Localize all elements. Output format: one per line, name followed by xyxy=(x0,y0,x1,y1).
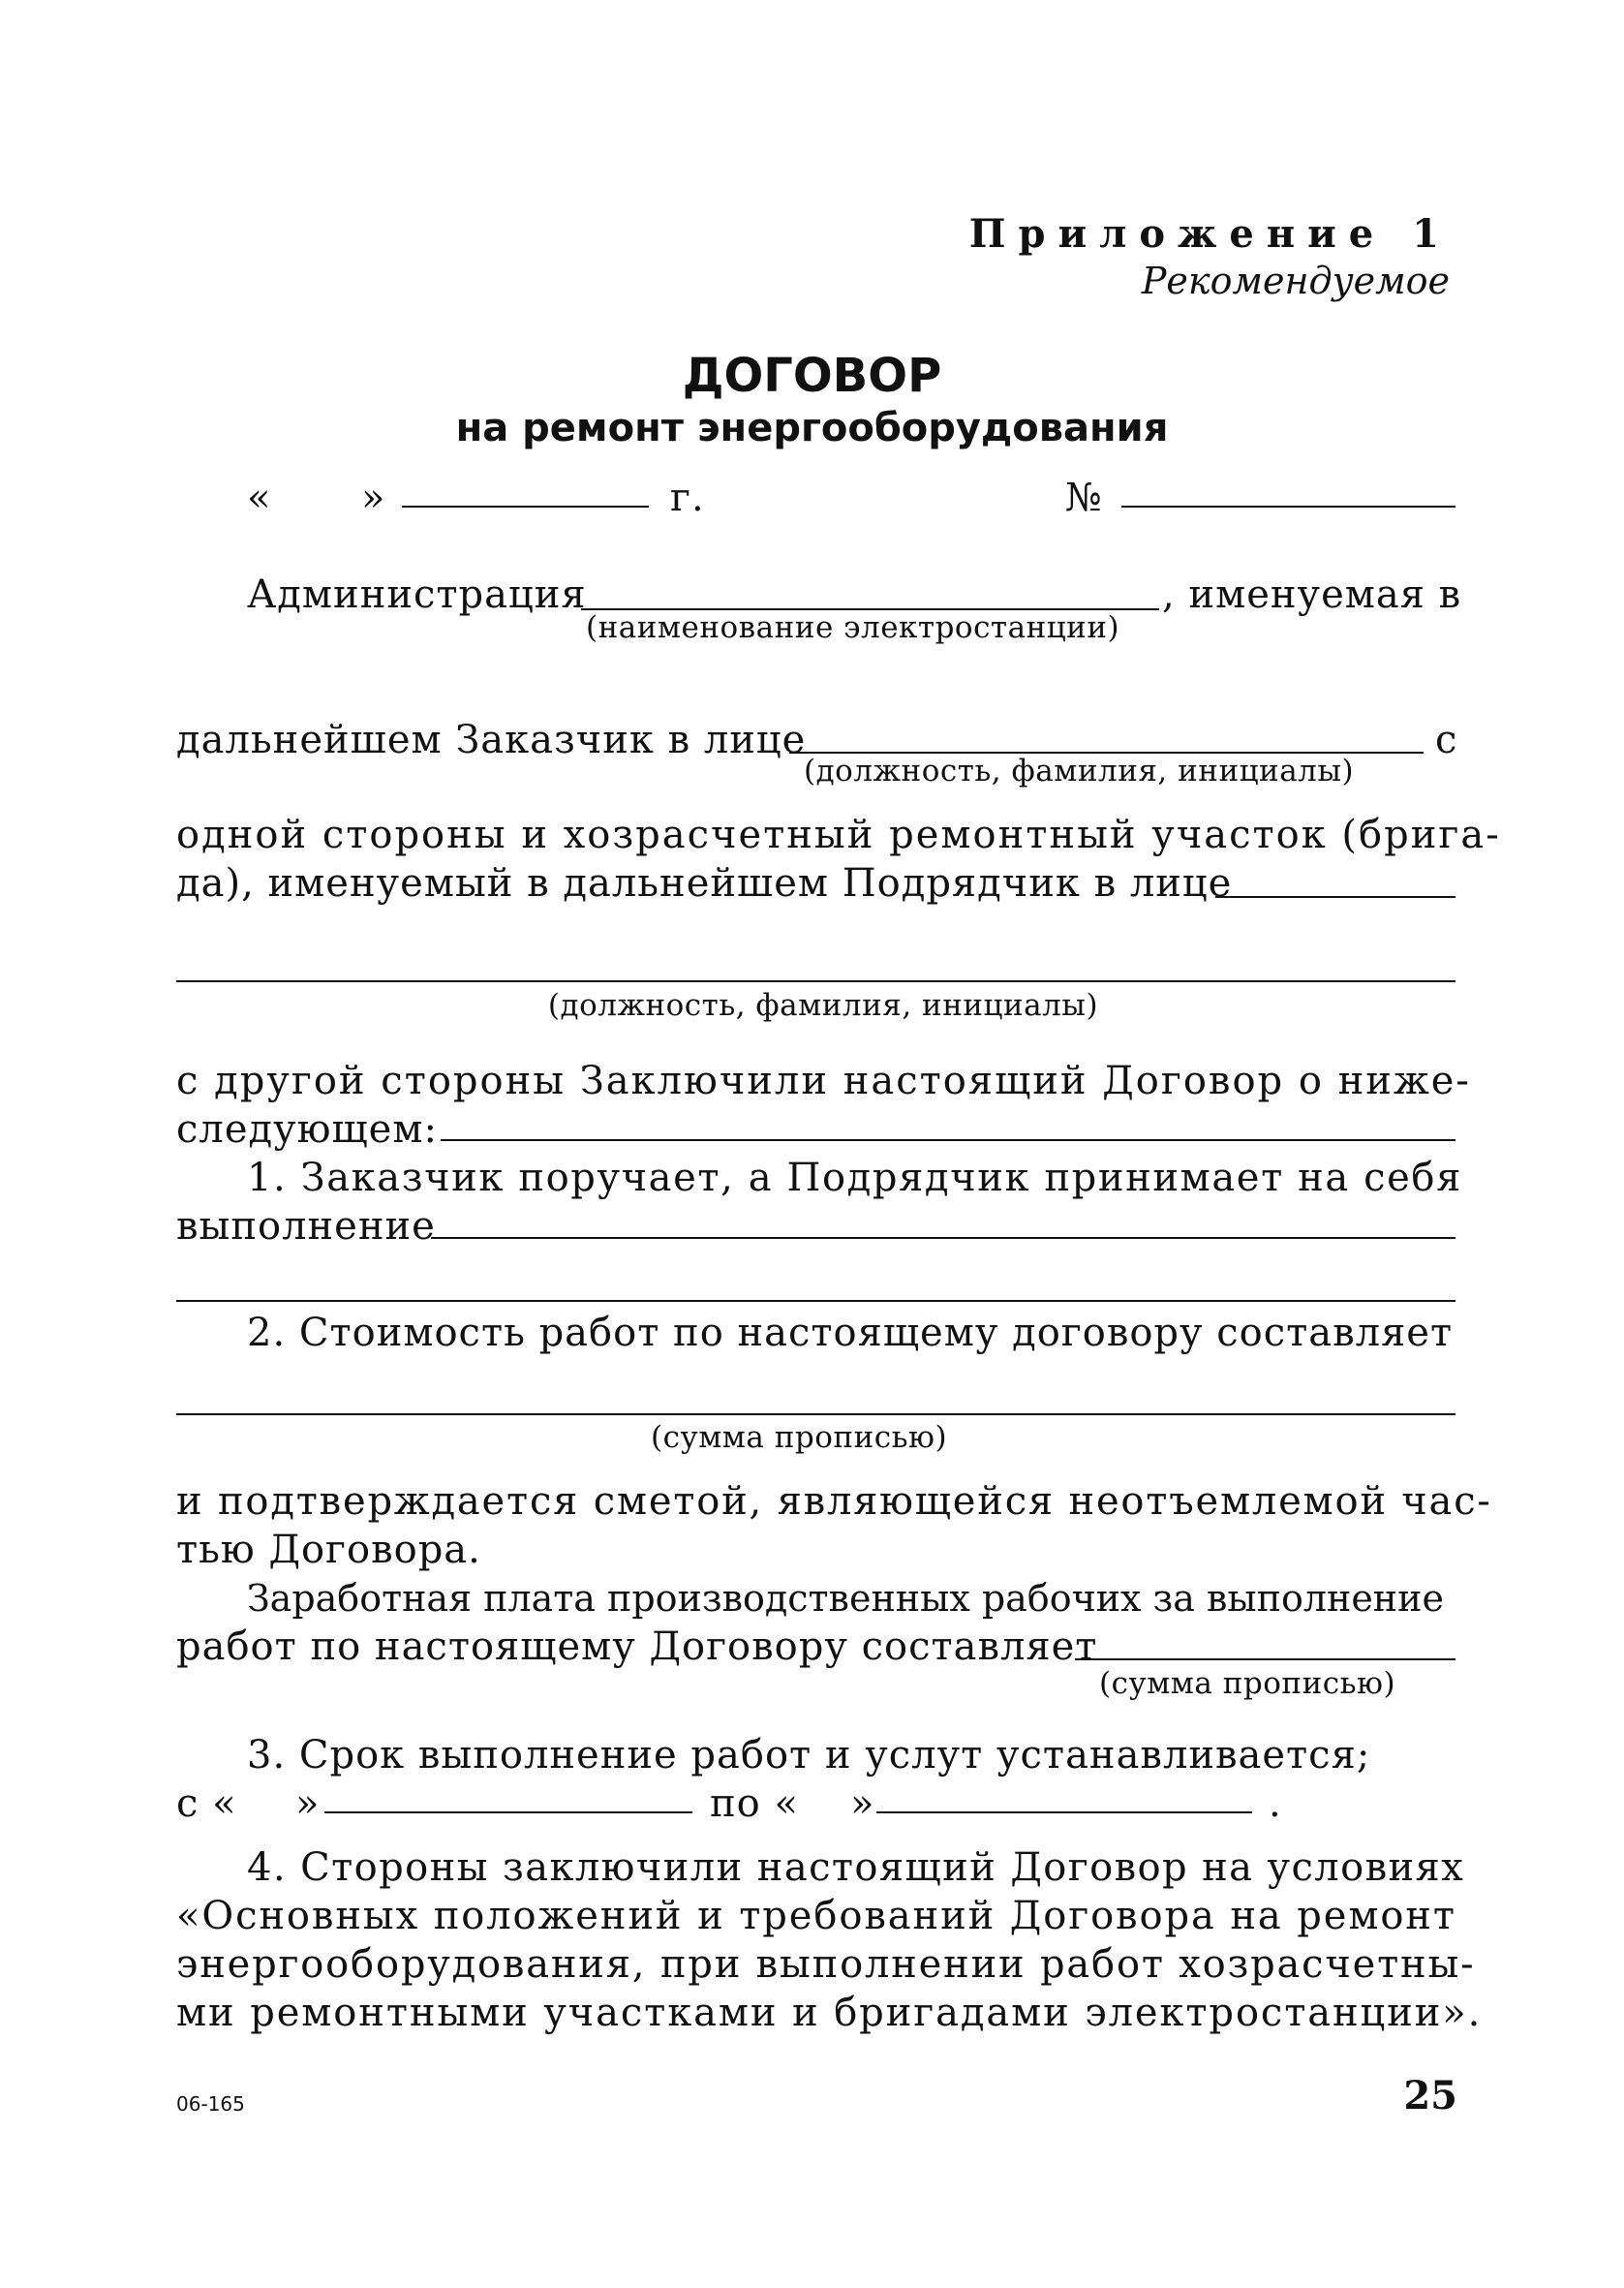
year-suffix: г. xyxy=(670,476,705,520)
administration-label: Администрация xyxy=(247,572,587,617)
date-open-quote: « xyxy=(247,476,272,520)
wage-line2: работ по настоящему Договору составляет xyxy=(176,1624,1098,1669)
appendix-status: Рекомендуемое xyxy=(1141,260,1450,302)
item2-line1: 2. Стоимость работ по настоящему договору составляет xyxy=(247,1311,1454,1355)
other-side-line1: с другой стороны Заключили настоящий Договор о ниже- xyxy=(176,1059,1471,1103)
appendix-label: Приложение 1 xyxy=(968,211,1452,257)
confirm-line2: тью Договора. xyxy=(176,1528,481,1572)
document-subtitle: на ремонт энергооборудования xyxy=(455,406,1169,450)
sum-caption-1: (сумма прописью) xyxy=(651,1420,948,1455)
item4-line4: ми ремонтными участками и бригадами электростанции». xyxy=(176,1991,1483,2035)
wage-line1: Заработная плата производственных рабочих за выполнение xyxy=(247,1577,1444,1620)
named-as-text: , именуемая в xyxy=(1162,572,1462,617)
position-caption-1: (должность, фамилия, инициалы) xyxy=(804,754,1355,788)
term-start-blank[interactable] xyxy=(324,1811,692,1813)
term-to: по « xyxy=(710,1781,799,1826)
other-side-line2: следующем: xyxy=(176,1107,438,1152)
work-scope-blank-1[interactable] xyxy=(431,1237,1455,1239)
page-number: 25 xyxy=(1403,2073,1457,2118)
confirm-line1: и подтверждается сметой, являющейся неотъемлемой час- xyxy=(176,1479,1492,1524)
cost-blank[interactable] xyxy=(176,1413,1455,1415)
footer-code: 06-165 xyxy=(176,2092,245,2116)
contractor-para-line1: одной стороны и хозрасчетный ремонтный участок (брига- xyxy=(176,813,1501,857)
customer-line: дальнейшем Заказчик в лице xyxy=(176,718,807,762)
date-blank[interactable] xyxy=(402,506,649,508)
with-word: с xyxy=(1435,718,1458,762)
following-blank[interactable] xyxy=(441,1139,1455,1141)
number-blank[interactable] xyxy=(1121,506,1455,508)
position-caption-2: (должность, фамилия, инициалы) xyxy=(547,988,1099,1023)
term-close-2: » xyxy=(850,1781,875,1826)
sum-caption-2: (сумма прописью) xyxy=(1099,1666,1396,1701)
wage-blank[interactable] xyxy=(1075,1658,1455,1660)
term-end-dot: . xyxy=(1269,1781,1282,1826)
number-label: № xyxy=(1065,476,1103,520)
term-close-1: » xyxy=(295,1781,321,1826)
item4-line1: 4. Стороны заключили настоящий Договор на условиях xyxy=(247,1845,1465,1890)
term-end-blank[interactable] xyxy=(876,1811,1252,1813)
contractor-person-blank-2[interactable] xyxy=(176,980,1455,982)
item3-line1: 3. Срок выполнение работ и услут устанавливается; xyxy=(247,1733,1371,1778)
work-scope-blank-2[interactable] xyxy=(176,1300,1455,1302)
station-caption: (наименование электростанции) xyxy=(586,610,1120,645)
item4-line2: «Основных положений и требований Договора на ремонт xyxy=(176,1894,1456,1938)
contractor-para-line2: да), именуемый в дальнейшем Подрядчик в лице xyxy=(176,861,1233,906)
document-title: ДОГОВОР xyxy=(682,349,942,403)
date-close-quote: » xyxy=(361,476,386,520)
item4-line3: энергооборудования, при выполнении работ хозрасчетны- xyxy=(176,1942,1476,1987)
contractor-person-blank-1[interactable] xyxy=(1215,896,1455,898)
term-from: с « xyxy=(176,1781,237,1826)
item1-line2: выполнение xyxy=(176,1204,436,1249)
item1-line1: 1. Заказчик поручает, а Подрядчик принимает на себя xyxy=(247,1156,1462,1200)
